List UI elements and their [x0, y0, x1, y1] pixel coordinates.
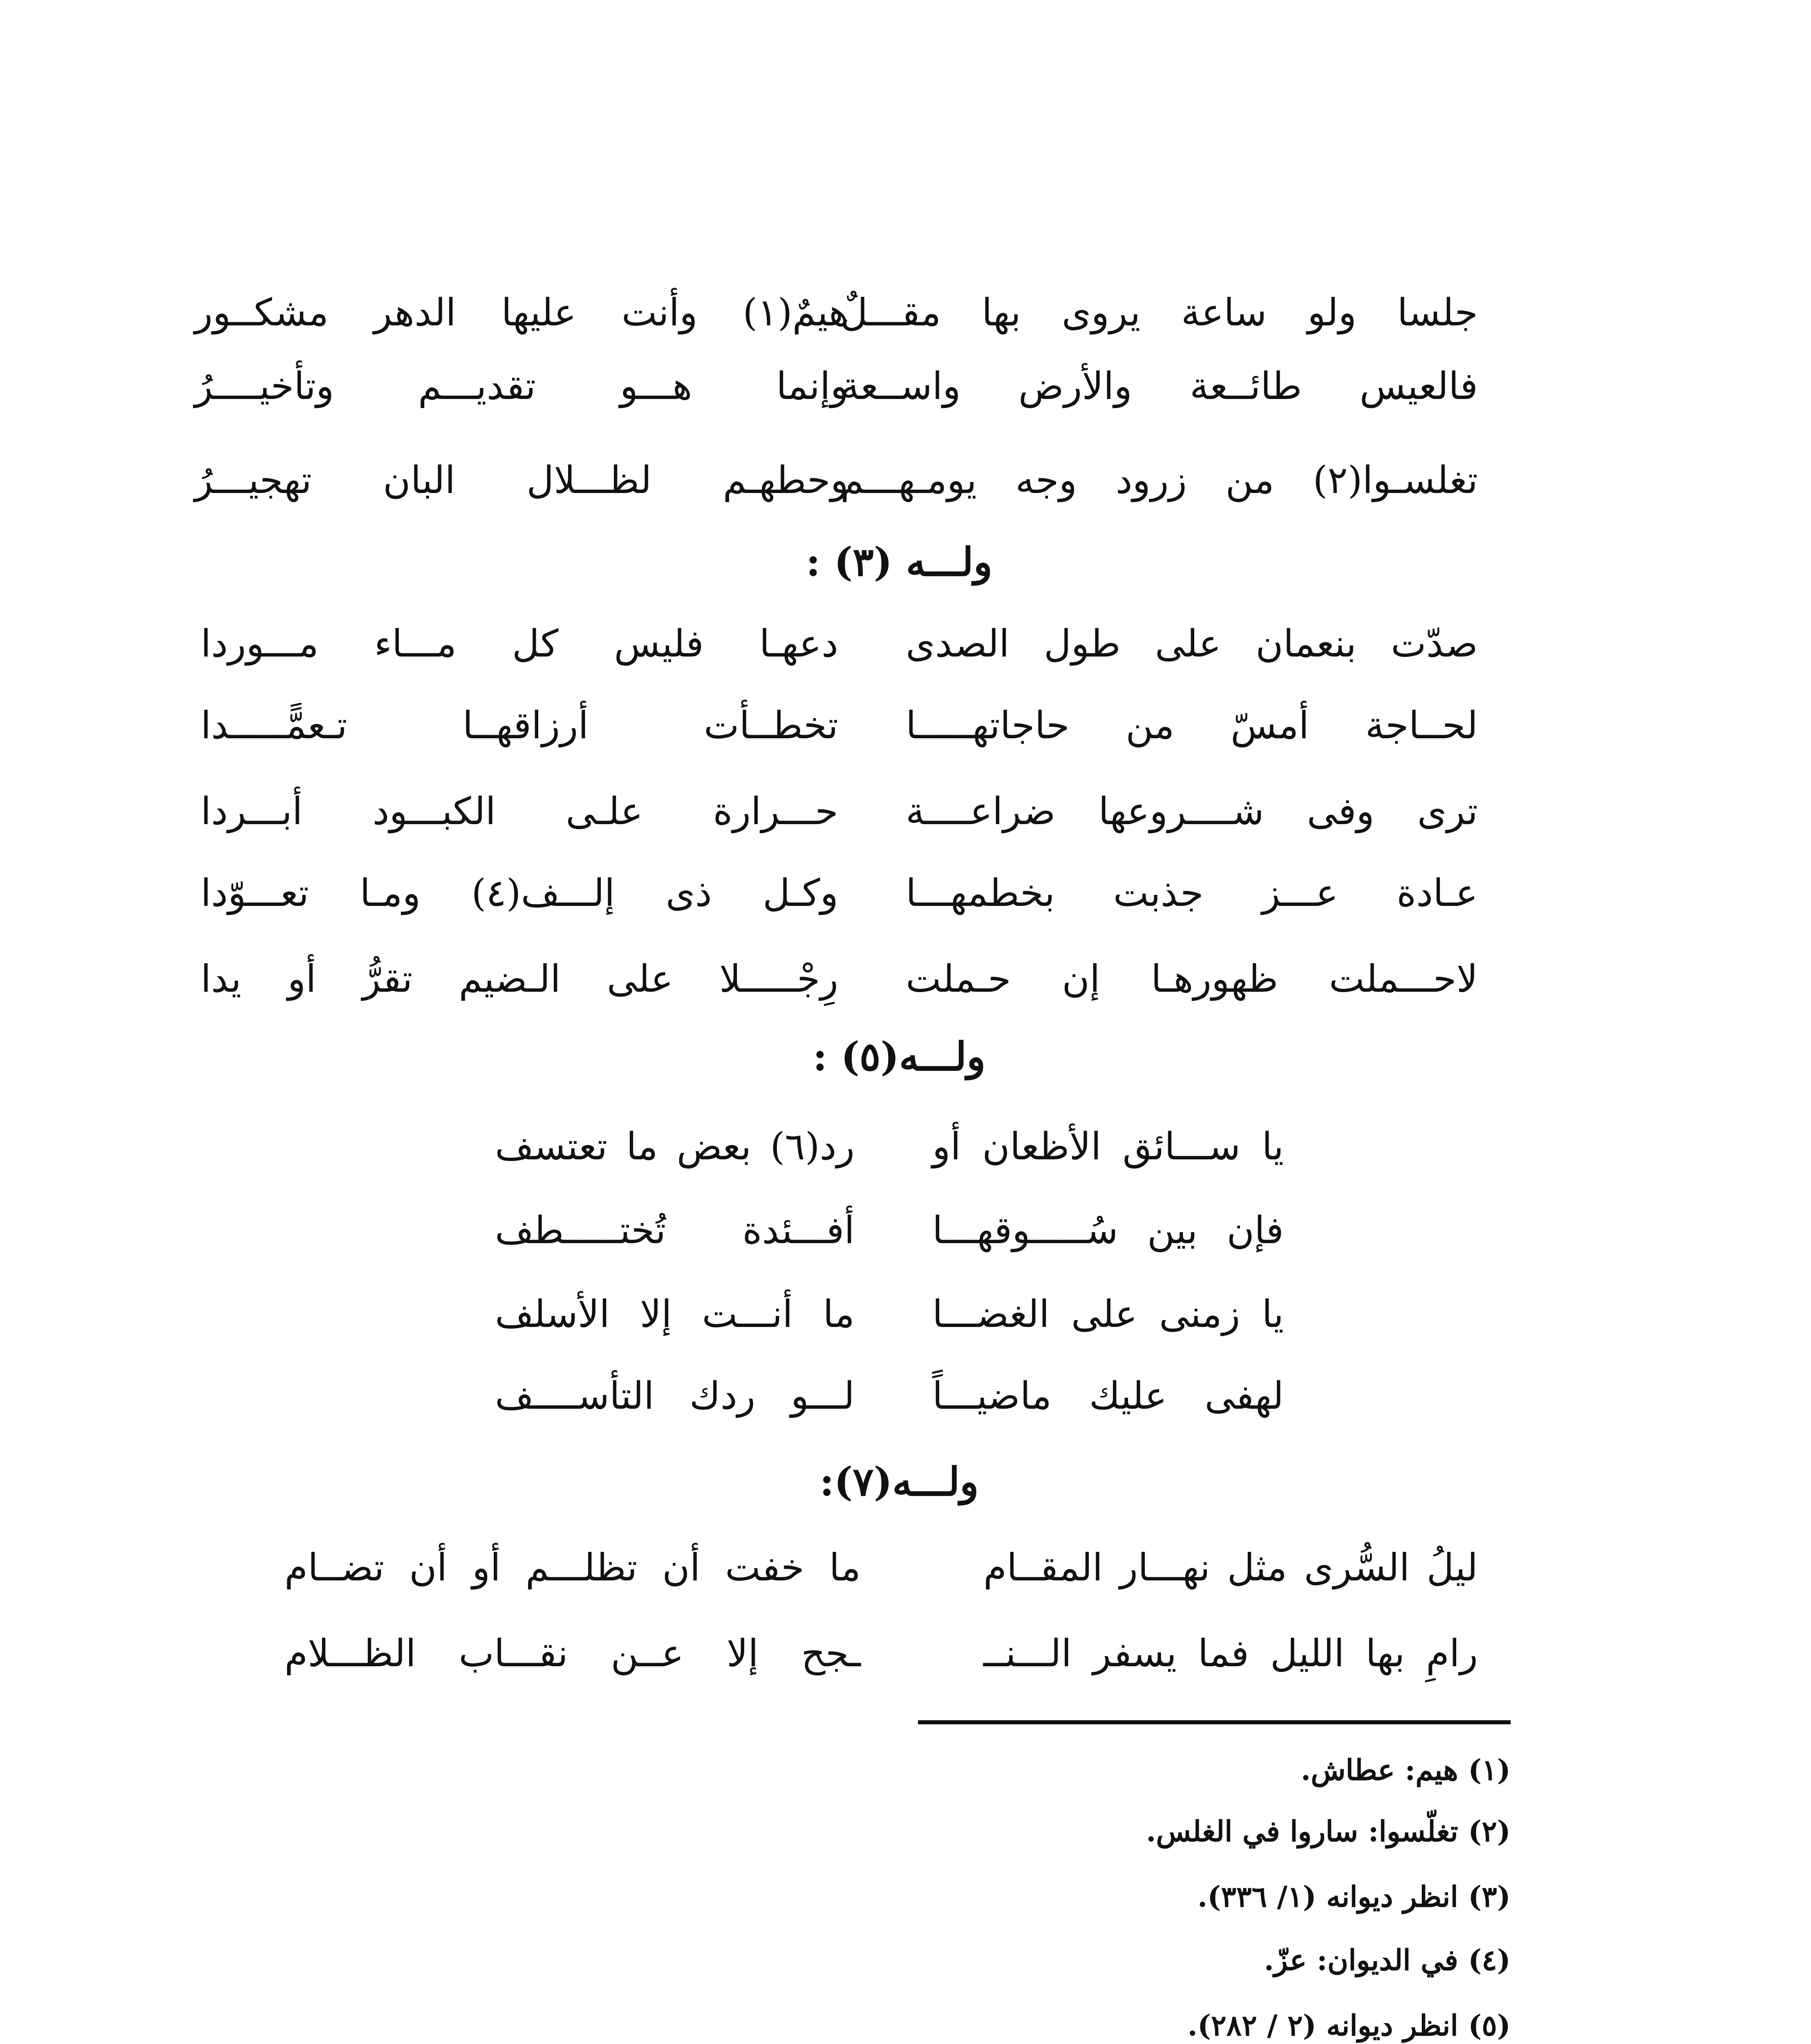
verse-line: [0, 691, 1811, 760]
verse-second-hemistich: دعهـا فليس كل مـــاء مـــوردا: [201, 622, 838, 666]
verse-line: [0, 446, 1811, 515]
verse-first-hemistich: عـادة عـــز جذبت بخطمهـــا: [906, 871, 1478, 915]
poem-heading: ولـــه(٧):: [819, 1459, 979, 1505]
footnote: (٢) تغلّسوا: ساروا في الغلس.: [1146, 1814, 1511, 1848]
footnote: (٤) في الديوان: عزّ.: [1264, 1943, 1511, 1977]
verse-line: [0, 1280, 1811, 1349]
verse-line: [0, 1361, 1811, 1431]
verse-line: [0, 1619, 1811, 1688]
verse-line: [0, 278, 1811, 347]
footnote: (١) هيم: عطاش.: [1301, 1753, 1511, 1787]
verse-line: [0, 858, 1811, 928]
verse-first-hemistich: فالعيس طائــعة والأرض واســعة: [840, 364, 1478, 408]
verse-first-hemistich: فإن بين سُـــــوقهـــا: [932, 1208, 1284, 1252]
verse-second-hemistich: هيمٌ(١) وأنت عليها الدهر مشكــور: [195, 291, 848, 334]
verse-second-hemistich: وكـل ذى إلـــف(٤) ومـا تعـــوّدا: [201, 871, 838, 915]
verse-first-hemistich: ترى وفى شــــروعها ضراعــــة: [906, 789, 1478, 833]
verse-line: [0, 609, 1811, 679]
poem-heading: ولـــه (٣) :: [806, 539, 993, 585]
verse-second-hemistich: ـجح إلا عــن نقـــاب الظـــلام: [284, 1632, 861, 1675]
verse-second-hemistich: حـــرارة علـى الكبـــود أبـــردا: [201, 789, 838, 833]
verse-first-hemistich: جلسا ولو ساعة يروى بها مقـــلٌ: [840, 291, 1478, 334]
verse-first-hemistich: لاحـــملت ظهورهـا إن حـملت: [906, 957, 1478, 1001]
verse-second-hemistich: أفـــئدة تُختـــــطف: [495, 1208, 855, 1252]
verse-second-hemistich: وحطهـم لظـــلال البان تهجيـــرُ: [195, 458, 848, 502]
verse-second-hemistich: رد(٦) بعض ما تعتسف: [495, 1125, 855, 1168]
verse-line: [0, 1196, 1811, 1265]
verse-line: [0, 1533, 1811, 1602]
verse-first-hemistich: لحــاجة أمسّ من حاجاتهـــــا: [906, 704, 1478, 747]
verse-second-hemistich: تخطــأت أرزاقهــا تـعمًّـــــدا: [201, 704, 838, 747]
verse-line: [0, 352, 1811, 421]
verse-second-hemistich: ما خفت أن تظلـــم أو أن تضــام: [284, 1546, 861, 1589]
verse-line: [0, 777, 1811, 846]
verse-first-hemistich: لهفى عليك ماضيـــاً: [932, 1374, 1284, 1418]
verse-second-hemistich: ما أنـــت إلا الأسلف: [495, 1292, 855, 1336]
verse-second-hemistich: لـــو ردك التأســــف: [495, 1374, 855, 1418]
verse-second-hemistich: وإنما هـــو تقديـــم وتأخيــــرُ: [195, 364, 848, 408]
verse-first-hemistich: ليلُ السُّرى مثل نهـــار المقــام: [983, 1546, 1478, 1589]
footnote: (٣) انظر ديوانه (١/ ٣٣٦).: [1197, 1880, 1511, 1914]
poem-heading: ولـــه(٥) :: [813, 1033, 986, 1080]
verse-line: [0, 1112, 1811, 1181]
verse-first-hemistich: صدّت بنعمان على طول الصدى: [906, 622, 1478, 666]
verse-first-hemistich: رامِ بها الليل فما يسفر الـــنــ: [983, 1632, 1478, 1675]
verse-first-hemistich: يا زمنى على الغضـــا: [932, 1292, 1284, 1336]
verse-first-hemistich: يا ســـائق الأظعان أو: [932, 1125, 1284, 1168]
footnote: (٥) انظر ديوانه (٢ / ٢٨٢).: [1187, 2008, 1511, 2042]
verse-line: [0, 944, 1811, 1014]
verse-first-hemistich: تغلسـوا(٢) من زرود وجه يومـهـــم: [840, 458, 1478, 502]
verse-second-hemistich: رِجْـــــلا على الـضيم تقرُّ أو يدا: [201, 957, 838, 1001]
footnote-separator: [918, 1720, 1511, 1724]
